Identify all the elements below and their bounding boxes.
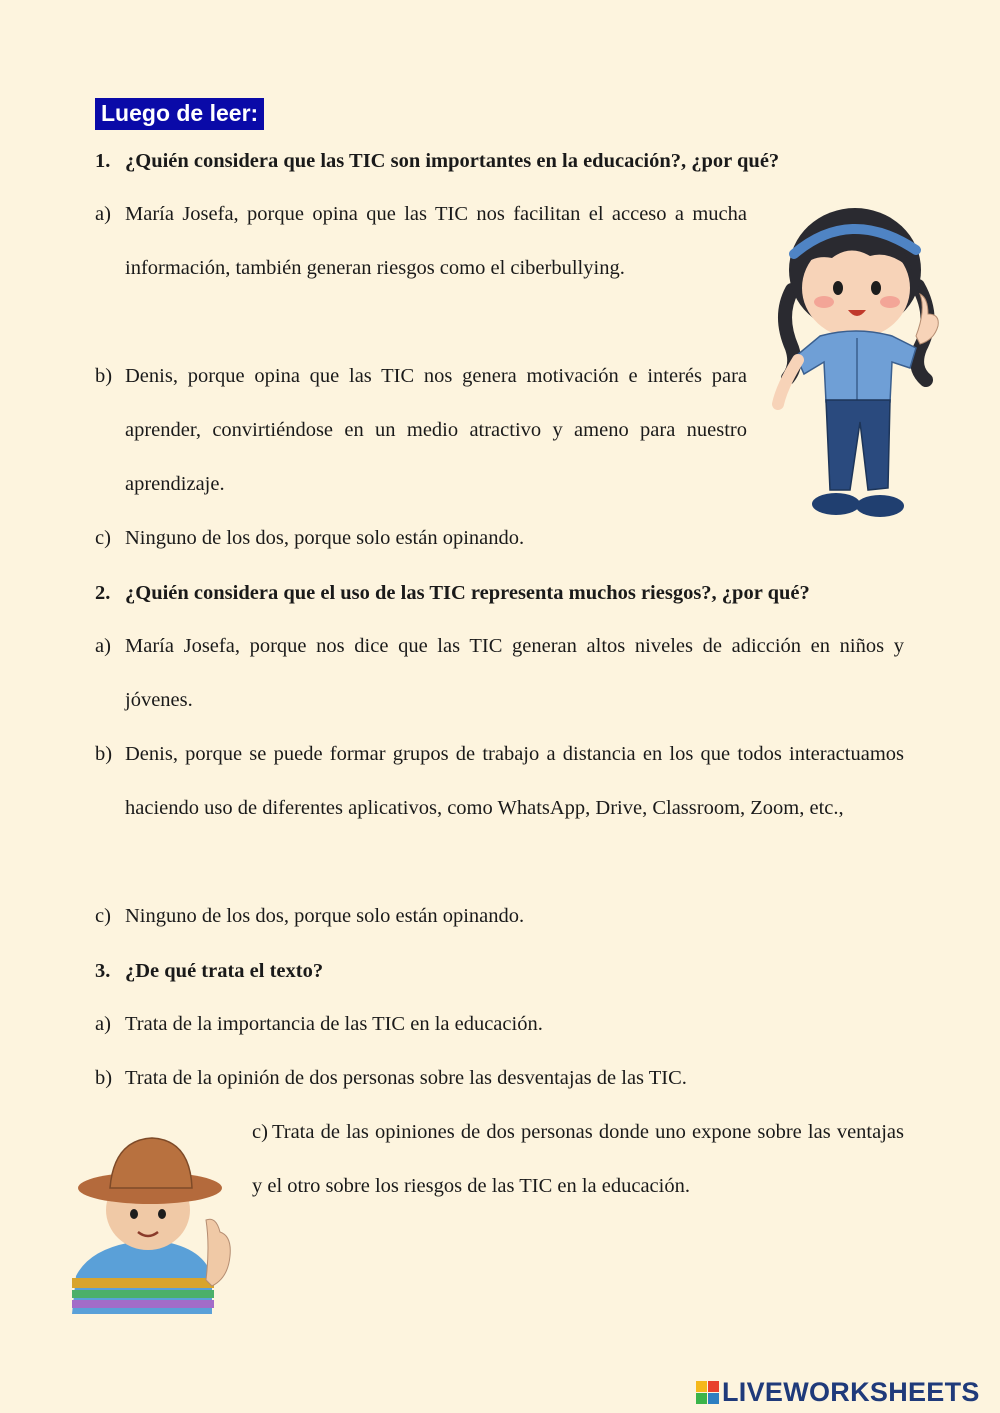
option-letter: c) — [252, 1121, 268, 1143]
option-1a[interactable] — [95, 187, 747, 295]
section-title: Luego de leer: — [95, 98, 264, 130]
option-2c[interactable] — [95, 889, 904, 943]
option-letter: b) — [95, 365, 113, 387]
option-letter: c) — [95, 905, 111, 927]
option-letter: a) — [95, 1013, 111, 1035]
option-text: Trata de la opinión de dos personas sobre las desventajas de las TIC. — [125, 1067, 687, 1089]
question-text: ¿Quién considera que el uso de las TIC representa muchos riesgos?, ¿por qué? — [125, 582, 810, 604]
option-text: María Josefa, porque nos dice que las TIC generan altos niveles de adicción en niños y jóvenes. — [125, 635, 904, 711]
question-text: ¿De qué trata el texto? — [125, 960, 324, 982]
option-text: Denis, porque opina que las TIC nos genera motivación e interés para aprender, convirtiéndose en un medio atractivo y ameno para nuestro aprendizaje. — [125, 365, 747, 495]
liveworksheets-logo — [696, 1377, 980, 1408]
option-letter: c) — [95, 527, 111, 549]
question-number: 2. — [95, 582, 111, 604]
question-number: 3. — [95, 960, 111, 982]
girl-character-icon — [770, 198, 950, 534]
option-letter: a) — [95, 203, 111, 225]
question-2 — [95, 580, 810, 606]
option-letter: b) — [95, 1067, 113, 1089]
question-number: 1. — [95, 150, 111, 172]
option-3b[interactable] — [95, 1051, 904, 1105]
option-text: Denis, porque se puede formar grupos de trabajo a distancia en los que todos interactuamos haciendo uso de diferentes aplicativos, como WhatsApp, Drive, Classroom, Zoom, etc., — [125, 743, 904, 819]
boy-character-icon — [62, 1128, 242, 1320]
option-text: Ninguno de los dos, porque solo están opinando. — [125, 527, 525, 549]
option-1c[interactable] — [95, 511, 747, 565]
option-letter: a) — [95, 635, 111, 657]
option-letter: b) — [95, 743, 113, 765]
question-1 — [95, 148, 779, 174]
question-3 — [95, 958, 323, 984]
option-text: Trata de la importancia de las TIC en la educación. — [125, 1013, 543, 1035]
option-text: María Josefa, porque opina que las TIC nos facilitan el acceso a mucha información, también generan riesgos como el ciberbullying. — [125, 203, 747, 279]
option-1b[interactable] — [95, 349, 747, 511]
option-text: Trata de las opiniones de dos personas donde uno expone sobre las ventajas y el otro sobre los riesgos de las TIC en la educación. — [252, 1121, 904, 1197]
logo-text: LIVEWORKSHEETS — [722, 1377, 980, 1407]
option-2a[interactable] — [95, 619, 904, 727]
option-3a[interactable] — [95, 997, 904, 1051]
option-2b[interactable] — [95, 727, 904, 835]
option-3c[interactable] — [252, 1105, 904, 1213]
liveworksheets-logo-icon — [696, 1381, 719, 1404]
option-text: Ninguno de los dos, porque solo están opinando. — [125, 905, 525, 927]
question-text: ¿Quién considera que las TIC son importantes en la educación?, ¿por qué? — [125, 150, 780, 172]
